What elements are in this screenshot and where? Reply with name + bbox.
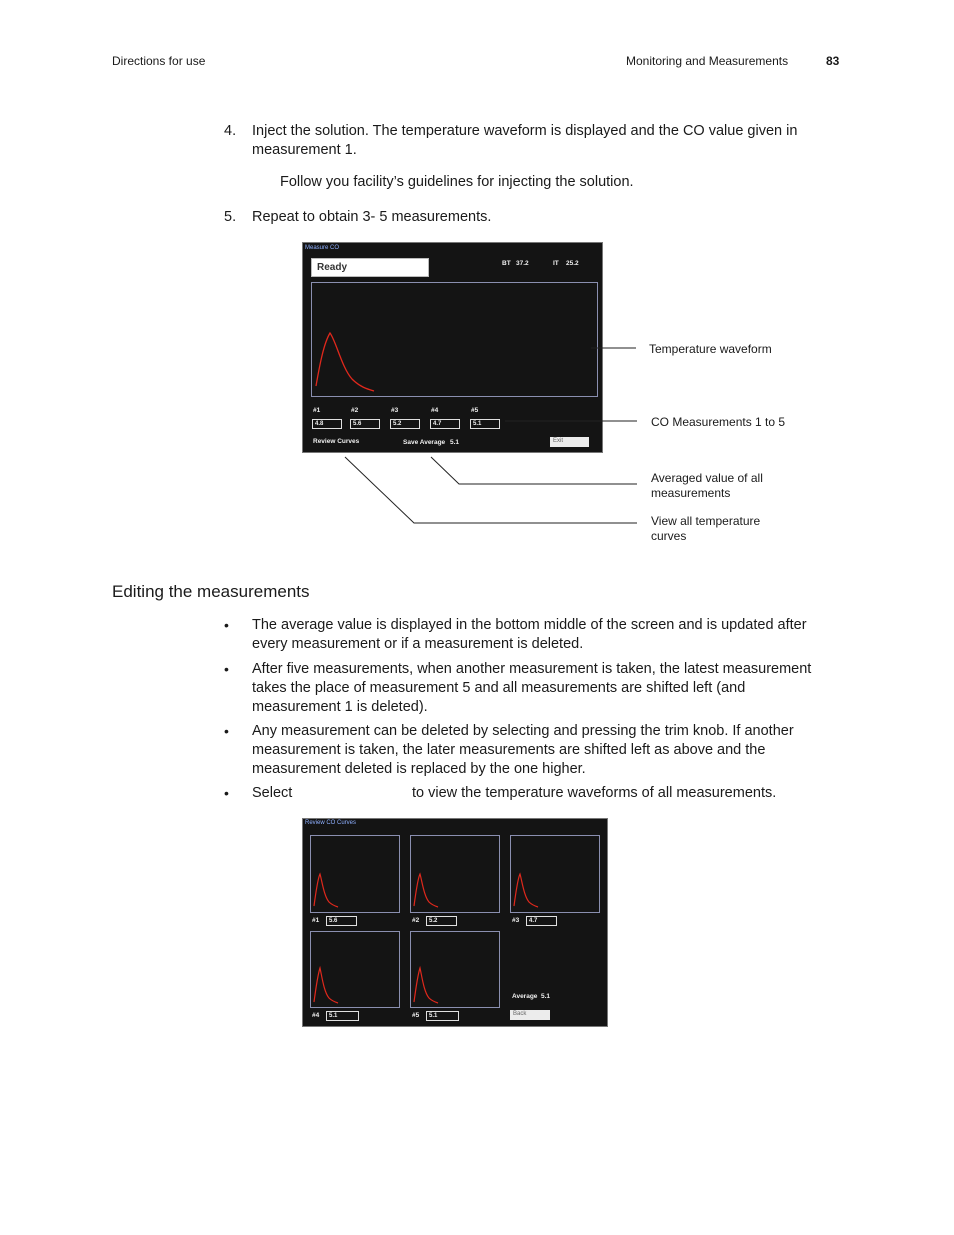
save-average-button[interactable]: Save Average [403, 439, 446, 446]
status-field: Ready [311, 258, 429, 277]
curve-panel-2 [410, 835, 500, 913]
bullet-text: The average value is displayed in the bottom middle of the screen and is updated after every measurement or if a measurement is deleted. [252, 617, 807, 652]
review-curves-button[interactable]: Review Curves [313, 438, 360, 445]
curve-panel-3 [510, 835, 600, 913]
screen-title: Review CO Curves [305, 820, 357, 826]
curve-line [314, 874, 338, 907]
curve-value-5[interactable]: 5.1 [426, 1011, 459, 1021]
callout-line: View all temperature [651, 514, 761, 528]
curve-panel-4 [310, 931, 400, 1008]
average-value: 5.1 [541, 993, 551, 1000]
back-button[interactable]: Back [510, 1010, 550, 1020]
curve-value-3[interactable]: 4.7 [526, 916, 557, 926]
callout-temperature-waveform: Temperature waveform [649, 342, 772, 356]
curve-panel-1 [310, 835, 400, 913]
section-heading: Editing the measurements [112, 582, 310, 601]
curve-label-1: #1 [312, 917, 320, 924]
running-header-right: Monitoring and Measurements [626, 54, 789, 68]
curve-label-3: #3 [512, 917, 520, 924]
it-label: IT [553, 260, 559, 267]
leader-average [431, 457, 637, 484]
callout-view-curves [651, 514, 760, 544]
measurement-field-5[interactable]: 5.1 [470, 419, 500, 429]
bullet-text: After five measurements, when another measurement is taken, the latest measurement takes the place of measurement 5 and all measurements are shifted left (and measurement 1 is deleted). [252, 661, 812, 715]
curve-2 [411, 836, 499, 912]
exit-button[interactable]: Exit [550, 437, 589, 447]
measurement-label-4: #4 [431, 407, 439, 414]
measurement-label-2: #2 [351, 407, 359, 414]
step-text: Inject the solution. The temperature waveform is displayed and the CO value given in measurement 1. [252, 123, 798, 158]
bullet-text-prefix: Select [252, 785, 293, 801]
curve-panel-5 [410, 931, 500, 1008]
curve-value-2[interactable]: 5.2 [426, 916, 457, 926]
curve-label-2: #2 [412, 917, 420, 924]
step-number: 4. [224, 123, 237, 139]
save-average-value: 5.1 [450, 439, 460, 446]
curve-4 [311, 932, 399, 1007]
curve-line [414, 968, 438, 1003]
bullet-text: Any measurement can be deleted by selecting and pressing the trim knob. If another measurement is taken, the later measurements are shifted left as above and the measurement deleted is replaced by the one higher. [252, 723, 794, 777]
average-label: Average [512, 993, 538, 1000]
bt-value: 37.2 [516, 260, 529, 267]
page-number: 83 [826, 54, 840, 68]
curve-5 [411, 932, 499, 1007]
curve-value-4[interactable]: 5.1 [326, 1011, 359, 1021]
curve-line [314, 968, 338, 1003]
bullet-symbol: • [224, 661, 229, 677]
bullet-symbol: • [224, 617, 229, 633]
curve-line [514, 874, 538, 907]
curve-3 [511, 836, 599, 912]
callout-line: Averaged value of all [651, 471, 763, 485]
running-header-left: Directions for use [112, 54, 206, 68]
leader-review [345, 457, 637, 523]
step-number: 5. [224, 209, 237, 225]
bullet-symbol: • [224, 785, 229, 801]
measurement-label-3: #3 [391, 407, 399, 414]
curve-line [414, 874, 438, 907]
measurement-field-4[interactable]: 4.7 [430, 419, 460, 429]
it-value: 25.2 [566, 260, 579, 267]
measurement-field-2[interactable]: 5.6 [350, 419, 380, 429]
measurement-field-1[interactable]: 4.8 [312, 419, 342, 429]
screen-title: Measure CO [305, 245, 340, 251]
step-note: Follow you facility’s guidelines for injecting the solution. [280, 174, 634, 190]
bt-label: BT [502, 260, 511, 267]
measurement-field-3[interactable]: 5.2 [390, 419, 420, 429]
bullet-text-suffix: to view the temperature waveforms of all measurements. [412, 785, 777, 801]
curve-value-1[interactable]: 5.6 [326, 916, 357, 926]
bullet-symbol: • [224, 723, 229, 739]
callout-line: measurements [651, 486, 731, 500]
curve-label-5: #5 [412, 1012, 420, 1019]
measurement-label-1: #1 [313, 407, 321, 414]
step-text: Repeat to obtain 3- 5 measurements. [252, 209, 492, 225]
callout-co-measurements: CO Measurements 1 to 5 [651, 415, 786, 429]
curve-label-4: #4 [312, 1012, 320, 1019]
measurement-label-5: #5 [471, 407, 479, 414]
review-co-curves-screen [302, 818, 608, 1027]
callout-averaged-value [651, 471, 763, 501]
curve-1 [311, 836, 399, 912]
callout-line: curves [651, 529, 687, 543]
